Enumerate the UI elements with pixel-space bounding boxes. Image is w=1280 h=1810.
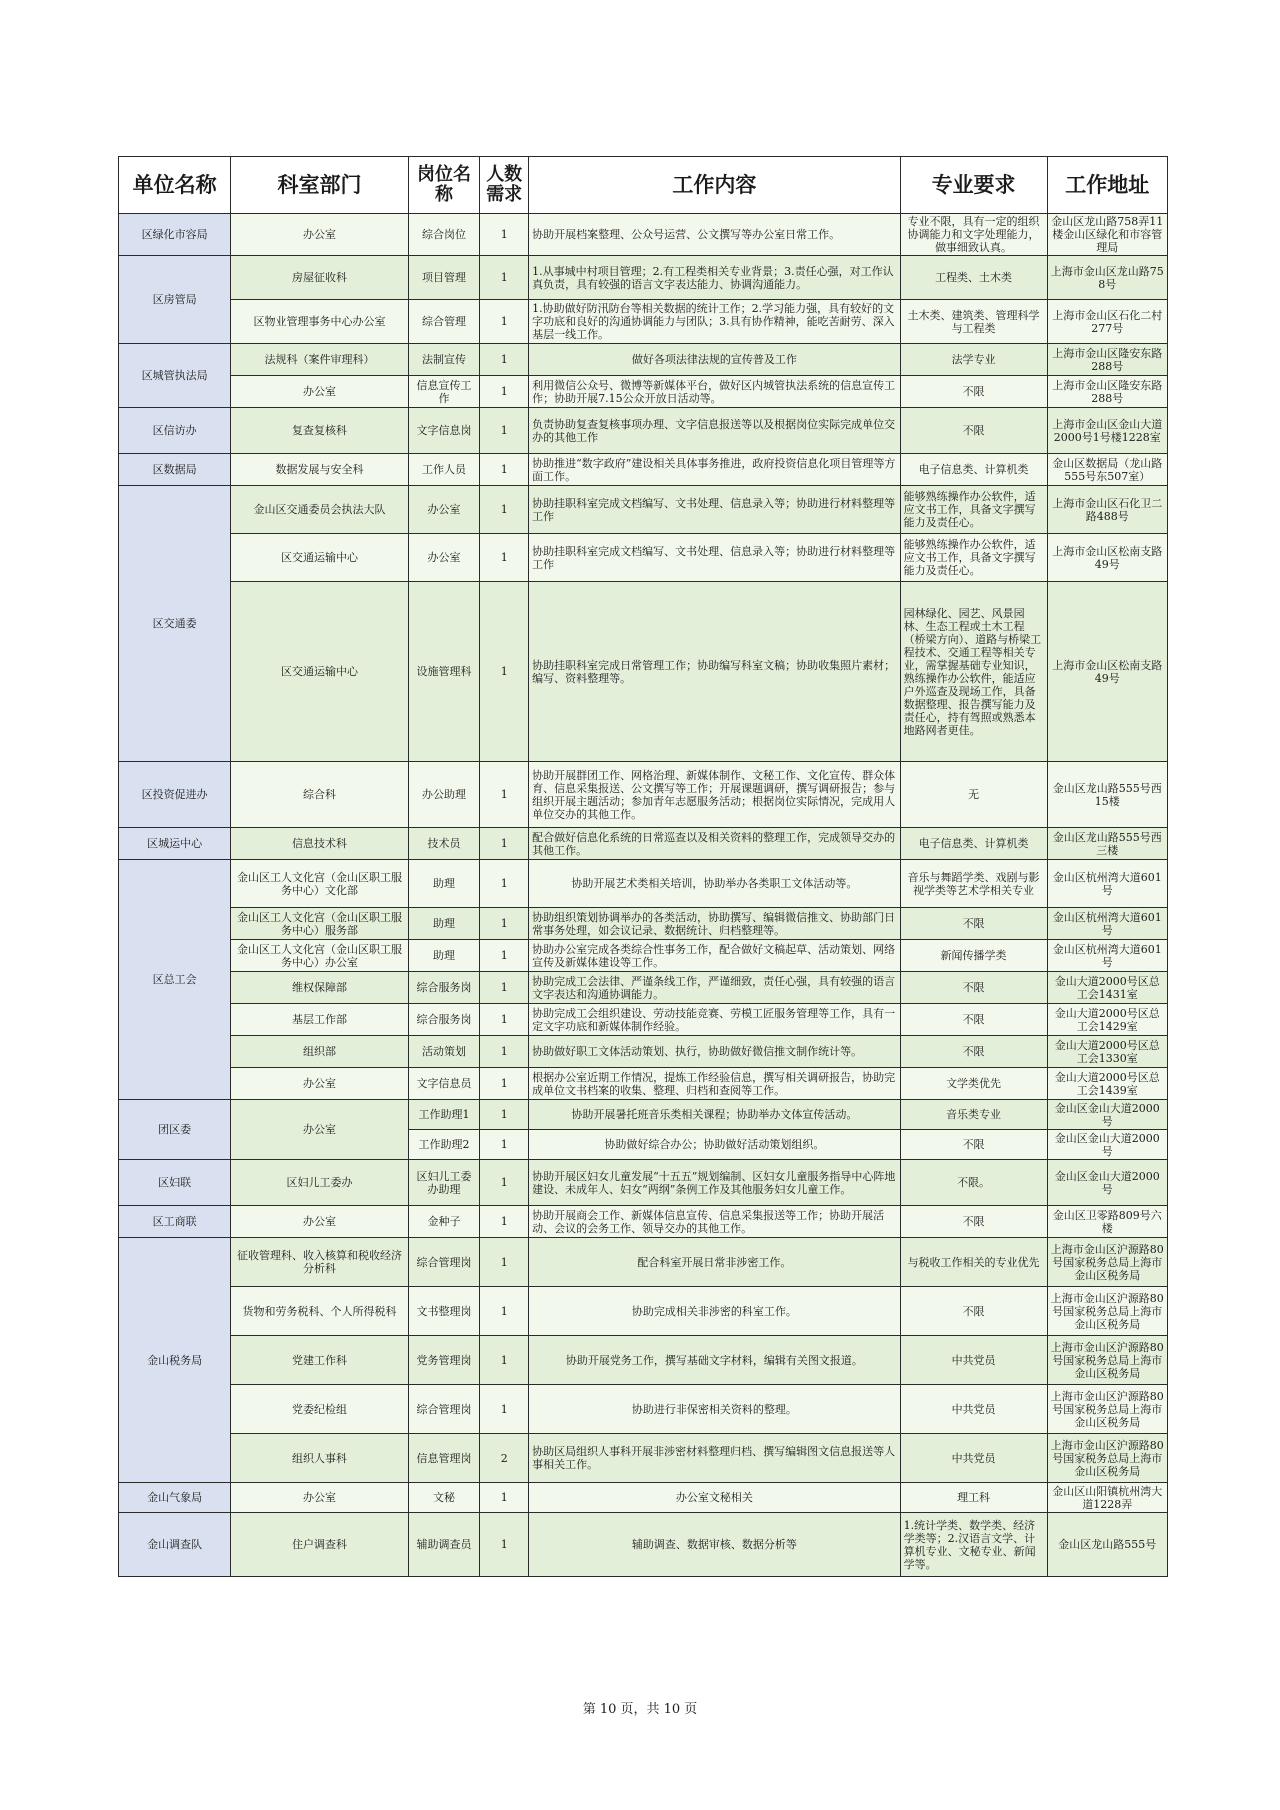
major-req: 文学类优先 xyxy=(900,1068,1047,1100)
dept-name: 办公室 xyxy=(231,214,409,256)
major-req: 理工科 xyxy=(900,1483,1047,1513)
headcount: 1 xyxy=(480,1287,529,1336)
dept-name: 房屋征收科 xyxy=(231,256,409,300)
post-name: 文字信息员 xyxy=(408,1068,479,1100)
table-row xyxy=(119,1100,1168,1130)
headcount: 1 xyxy=(480,1100,529,1130)
dept-name: 办公室 xyxy=(231,1100,409,1160)
dept-name: 办公室 xyxy=(231,1068,409,1100)
work-address: 金山区数据局（龙山路555号东507室） xyxy=(1047,454,1167,486)
work-address: 金山区龙山路758弄11楼金山区绿化和市容管理局 xyxy=(1047,214,1167,256)
table-row xyxy=(119,860,1168,908)
job-content: 协助开展党务工作，撰写基础文字材料，编辑有关图文报道。 xyxy=(529,1336,900,1385)
post-name: 助理 xyxy=(408,940,479,972)
post-name: 金种子 xyxy=(408,1206,479,1238)
major-req: 不限 xyxy=(900,1206,1047,1238)
job-content: 协助进行非保密相关资料的整理。 xyxy=(529,1385,900,1434)
major-req: 不限 xyxy=(900,972,1047,1004)
job-content: 协助办公室完成各类综合性事务工作，配合做好文稿起草、活动策划、网络宣传及新媒体建设等工作。 xyxy=(529,940,900,972)
unit-name: 区数据局 xyxy=(119,454,231,486)
dept-name: 组织人事科 xyxy=(231,1434,409,1483)
major-req: 工程类、土木类 xyxy=(900,256,1047,300)
work-address: 上海市金山区沪源路80号国家税务总局上海市金山区税务局 xyxy=(1047,1434,1167,1483)
unit-name: 区投资促进办 xyxy=(119,762,231,828)
dept-name: 货物和劳务税科、个人所得税科 xyxy=(231,1287,409,1336)
table-row xyxy=(119,486,1168,534)
work-address: 金山区杭州湾大道601号 xyxy=(1047,860,1167,908)
job-content: 协助开展商会工作、新媒体信息宣传、信息采集报送等工作；协助开展活动、会议的会务工作、领导交办的其他工作。 xyxy=(529,1206,900,1238)
work-address: 金山大道2000号区总工会1431室 xyxy=(1047,972,1167,1004)
job-table xyxy=(118,156,1168,1577)
table-row xyxy=(119,1004,1168,1036)
table-row xyxy=(119,408,1168,454)
headcount: 1 xyxy=(480,940,529,972)
unit-name: 区绿化市容局 xyxy=(119,214,231,256)
table-row xyxy=(119,344,1168,376)
unit-name: 区城运中心 xyxy=(119,828,231,860)
job-content: 协助组织策划协调举办的各类活动，协助撰写、编辑微信推文、协助部门日常事务处理，如会议记录、数据统计、归档整理等。 xyxy=(529,908,900,940)
headcount: 1 xyxy=(480,1130,529,1160)
major-req: 不限 xyxy=(900,1004,1047,1036)
unit-name: 金山税务局 xyxy=(119,1238,231,1483)
table-row xyxy=(119,256,1168,300)
table-row xyxy=(119,972,1168,1004)
major-req: 不限 xyxy=(900,1036,1047,1068)
dept-name: 区妇儿工委办 xyxy=(231,1160,409,1206)
post-name: 信息宣传工作 xyxy=(408,376,479,408)
post-name: 工作人员 xyxy=(408,454,479,486)
major-req: 电子信息类、计算机类 xyxy=(900,828,1047,860)
major-req: 园林绿化、园艺、风景园林、生态工程或土木工程（桥梁方向）、道路与桥梁工程技术、交通工程等相关专业，需掌握基础专业知识，熟练操作办公软件，能适应户外巡查及现场工作，具备数据整理、报告撰写能力及责任心，持有驾照或熟悉本地路网者更佳。 xyxy=(900,582,1047,762)
unit-name: 区信访办 xyxy=(119,408,231,454)
header-row xyxy=(119,157,1168,214)
job-content: 做好各项法律法规的宣传普及工作 xyxy=(529,344,900,376)
post-name: 活动策划 xyxy=(408,1036,479,1068)
job-content: 协助开展区妇女儿童发展“十五五”规划编制、区妇女儿童服务指导中心阵地建设、未成年人、妇女“两纲”条例工作及其他服务妇女儿童工作。 xyxy=(529,1160,900,1206)
unit-name: 区妇联 xyxy=(119,1160,231,1206)
post-name: 综合管理岗 xyxy=(408,1385,479,1434)
headcount: 1 xyxy=(480,256,529,300)
job-content: 协助开展暑托班音乐类相关课程；协助举办文体宣传活动。 xyxy=(529,1100,900,1130)
work-address: 上海市金山区沪源路80号国家税务总局上海市金山区税务局 xyxy=(1047,1238,1167,1287)
work-address: 上海市金山区松南支路49号 xyxy=(1047,534,1167,582)
job-content: 配合科室开展日常非涉密工作。 xyxy=(529,1238,900,1287)
job-content: 协助推进“数字政府”建设相关具体事务推进，政府投资信息化项目管理等方面工作。 xyxy=(529,454,900,486)
table-row xyxy=(119,1483,1168,1513)
headcount: 1 xyxy=(480,454,529,486)
job-content: 利用微信公众号、微博等新媒体平台，做好区内城管执法系统的信息宣传工作；协助开展7.15公众开放日活动等。 xyxy=(529,376,900,408)
headcount: 1 xyxy=(480,344,529,376)
work-address: 上海市金山区隆安东路288号 xyxy=(1047,376,1167,408)
job-content: 1.从事城中村项目管理；2.有工程类相关专业背景；3.责任心强，对工作认真负责，具有较强的语言文字表达能力、协调沟通能力。 xyxy=(529,256,900,300)
job-content: 1.协助做好防汛防台等相关数据的统计工作；2.学习能力强，具有较好的文字功底和良好的沟通协调能力与团队；3.具有协作精神，能吃苦耐劳、深入基层一线工作。 xyxy=(529,300,900,344)
work-address: 金山区龙山路555号 xyxy=(1047,1513,1167,1577)
headcount: 1 xyxy=(480,214,529,256)
post-name: 综合管理 xyxy=(408,300,479,344)
post-name: 信息管理岗 xyxy=(408,1434,479,1483)
major-req: 不限 xyxy=(900,408,1047,454)
work-address: 金山大道2000号区总工会1330室 xyxy=(1047,1036,1167,1068)
work-address: 上海市金山区沪源路80号国家税务总局上海市金山区税务局 xyxy=(1047,1287,1167,1336)
dept-name: 复查复核科 xyxy=(231,408,409,454)
header-num: 人数需求 xyxy=(480,157,529,214)
dept-name: 金山区工人文化宫（金山区职工服务中心）服务部 xyxy=(231,908,409,940)
headcount: 1 xyxy=(480,908,529,940)
table-row xyxy=(119,762,1168,828)
table-row xyxy=(119,940,1168,972)
headcount: 1 xyxy=(480,1336,529,1385)
table-row xyxy=(119,1385,1168,1434)
dept-name: 金山区工人文化宫（金山区职工服务中心）办公室 xyxy=(231,940,409,972)
major-req: 1.统计学类、数学类、经济学类等；2.汉语言文学、计算机专业、文秘专业、新闻学等。 xyxy=(900,1513,1047,1577)
post-name: 项目管理 xyxy=(408,256,479,300)
table-row xyxy=(119,908,1168,940)
post-name: 法制宣传 xyxy=(408,344,479,376)
major-req: 不限。 xyxy=(900,1160,1047,1206)
table-row xyxy=(119,828,1168,860)
work-address: 上海市金山区龙山路758号 xyxy=(1047,256,1167,300)
major-req: 能够熟练操作办公软件，适应文书工作，具备文字撰写能力及责任心。 xyxy=(900,486,1047,534)
job-content: 协助做好综合办公；协助做好活动策划组织。 xyxy=(529,1130,900,1160)
work-address: 金山区杭州湾大道601号 xyxy=(1047,940,1167,972)
table-row xyxy=(119,454,1168,486)
headcount: 1 xyxy=(480,1068,529,1100)
work-address: 金山区金山大道2000号 xyxy=(1047,1160,1167,1206)
headcount: 2 xyxy=(480,1434,529,1483)
major-req: 能够熟练操作办公软件，适应文书工作，具备文字撰写能力及责任心。 xyxy=(900,534,1047,582)
major-req: 专业不限，具有一定的组织协调能力和文字处理能力，做事细致认真。 xyxy=(900,214,1047,256)
header-dept: 科室部门 xyxy=(231,157,409,214)
major-req: 中共党员 xyxy=(900,1434,1047,1483)
unit-name: 区房管局 xyxy=(119,256,231,344)
work-address: 上海市金山区金山大道2000号1号楼1228室 xyxy=(1047,408,1167,454)
major-req: 中共党员 xyxy=(900,1336,1047,1385)
header-addr: 工作地址 xyxy=(1047,157,1167,214)
dept-name: 征收管理科、收入核算和税收经济分析科 xyxy=(231,1238,409,1287)
headcount: 1 xyxy=(480,376,529,408)
headcount: 1 xyxy=(480,762,529,828)
job-content: 协助完成相关非涉密的科室工作。 xyxy=(529,1287,900,1336)
work-address: 金山大道2000号区总工会1429室 xyxy=(1047,1004,1167,1036)
post-name: 文书整理岗 xyxy=(408,1287,479,1336)
dept-name: 金山区交通委员会执法大队 xyxy=(231,486,409,534)
dept-name: 住户调查科 xyxy=(231,1513,409,1577)
dept-name: 办公室 xyxy=(231,1206,409,1238)
post-name: 综合管理岗 xyxy=(408,1238,479,1287)
post-name: 工作助理1 xyxy=(408,1100,479,1130)
page-number: 第 10 页，共 10 页 xyxy=(582,1702,698,1717)
post-name: 办公室 xyxy=(408,486,479,534)
table-row xyxy=(119,300,1168,344)
table-row xyxy=(119,1160,1168,1206)
headcount: 1 xyxy=(480,828,529,860)
post-name: 技术员 xyxy=(408,828,479,860)
table-row xyxy=(119,582,1168,762)
table-row xyxy=(119,1206,1168,1238)
major-req: 中共党员 xyxy=(900,1385,1047,1434)
major-req: 音乐类专业 xyxy=(900,1100,1047,1130)
post-name: 综合服务岗 xyxy=(408,1004,479,1036)
work-address: 金山区金山大道2000号 xyxy=(1047,1130,1167,1160)
headcount: 1 xyxy=(480,1513,529,1577)
job-content: 根据办公室近期工作情况，提炼工作经验信息，撰写相关调研报告，协助完成单位文书档案的收集、整理、归档和查阅等工作。 xyxy=(529,1068,900,1100)
major-req: 法学专业 xyxy=(900,344,1047,376)
job-content: 辅助调查、数据审核、数据分析等 xyxy=(529,1513,900,1577)
headcount: 1 xyxy=(480,1238,529,1287)
table-row xyxy=(119,1238,1168,1287)
job-content: 协助区局组织人事科开展非涉密材料整理归档、撰写编辑图文信息报送等人事相关工作。 xyxy=(529,1434,900,1483)
major-req: 新闻传播学类 xyxy=(900,940,1047,972)
work-address: 金山区龙山路555号西三楼 xyxy=(1047,828,1167,860)
job-content: 协助开展群团工作、网格治理、新媒体制作、文秘工作、文化宣传、群众体育、信息采集报送、公文撰写等工作；开展课题调研，撰写调研报告；参与组织开展主题活动；参加青年志愿服务活动；根据岗位实际情况，完成用人单位交办的其他工作。 xyxy=(529,762,900,828)
post-name: 辅助调查员 xyxy=(408,1513,479,1577)
unit-name: 区工商联 xyxy=(119,1206,231,1238)
work-address: 金山区龙山路555号西15楼 xyxy=(1047,762,1167,828)
post-name: 助理 xyxy=(408,860,479,908)
dept-name: 办公室 xyxy=(231,376,409,408)
headcount: 1 xyxy=(480,582,529,762)
work-address: 金山区山阳镇杭州湾大道1228弄 xyxy=(1047,1483,1167,1513)
headcount: 1 xyxy=(480,1483,529,1513)
job-content: 协助挂职科室完成日常管理工作；协助编写科室文稿；协助收集照片素材；编写、资料整理等。 xyxy=(529,582,900,762)
job-content: 协助挂职科室完成文档编写、文书处理、信息录入等；协助进行材料整理等工作 xyxy=(529,486,900,534)
work-address: 上海市金山区石化二村277号 xyxy=(1047,300,1167,344)
table-row xyxy=(119,534,1168,582)
work-address: 金山区杭州湾大道601号 xyxy=(1047,908,1167,940)
dept-name: 综合科 xyxy=(231,762,409,828)
dept-name: 基层工作部 xyxy=(231,1004,409,1036)
job-content: 协助开展档案整理、公众号运营、公文撰写等办公室日常工作。 xyxy=(529,214,900,256)
headcount: 1 xyxy=(480,1385,529,1434)
work-address: 金山大道2000号区总工会1439室 xyxy=(1047,1068,1167,1100)
dept-name: 区交通运输中心 xyxy=(231,582,409,762)
major-req: 不限 xyxy=(900,1287,1047,1336)
major-req: 不限 xyxy=(900,908,1047,940)
headcount: 1 xyxy=(480,300,529,344)
headcount: 1 xyxy=(480,1206,529,1238)
post-name: 文字信息岗 xyxy=(408,408,479,454)
job-content: 配合做好信息化系统的日常巡查以及相关资料的整理工作，完成领导交办的其他工作。 xyxy=(529,828,900,860)
major-req: 与税收工作相关的专业优先 xyxy=(900,1238,1047,1287)
table-row xyxy=(119,1434,1168,1483)
job-content: 办公室文秘相关 xyxy=(529,1483,900,1513)
post-name: 工作助理2 xyxy=(408,1130,479,1160)
major-req: 不限 xyxy=(900,1130,1047,1160)
dept-name: 法规科（案件审理科） xyxy=(231,344,409,376)
unit-name: 团区委 xyxy=(119,1100,231,1160)
dept-name: 党建工作科 xyxy=(231,1336,409,1385)
dept-name: 组织部 xyxy=(231,1036,409,1068)
table-row xyxy=(119,1336,1168,1385)
header-major: 专业要求 xyxy=(900,157,1047,214)
headcount: 1 xyxy=(480,1160,529,1206)
table-row xyxy=(119,1036,1168,1068)
job-content: 协助完成工会法律、严谨条线工作，严谨细致，责任心强，具有较强的语言文字表达和沟通协调能力。 xyxy=(529,972,900,1004)
header-unit: 单位名称 xyxy=(119,157,231,214)
job-content: 负责协助复查复核事项办理、文字信息报送等以及根据岗位实际完成单位交办的其他工作 xyxy=(529,408,900,454)
work-address: 上海市金山区松南支路49号 xyxy=(1047,582,1167,762)
table-row xyxy=(119,214,1168,256)
headcount: 1 xyxy=(480,972,529,1004)
header-post: 岗位名称 xyxy=(408,157,479,214)
work-address: 上海市金山区沪源路80号国家税务总局上海市金山区税务局 xyxy=(1047,1385,1167,1434)
job-content: 协助挂职科室完成文档编写、文书处理、信息录入等；协助进行材料整理等工作 xyxy=(529,534,900,582)
table-row xyxy=(119,1068,1168,1100)
dept-name: 金山区工人文化宫（金山区职工服务中心）文化部 xyxy=(231,860,409,908)
post-name: 综合服务岗 xyxy=(408,972,479,1004)
work-address: 金山区卫零路809号六楼 xyxy=(1047,1206,1167,1238)
headcount: 1 xyxy=(480,860,529,908)
dept-name: 区物业管理事务中心办公室 xyxy=(231,300,409,344)
post-name: 助理 xyxy=(408,908,479,940)
post-name: 文秘 xyxy=(408,1483,479,1513)
job-content: 协助完成工会组织建设、劳动技能竞赛、劳模工匠服务管理等工作，具有一定文字功底和新媒体制作经验。 xyxy=(529,1004,900,1036)
table-row xyxy=(119,1287,1168,1336)
headcount: 1 xyxy=(480,408,529,454)
headcount: 1 xyxy=(480,486,529,534)
post-name: 区妇儿工委办助理 xyxy=(408,1160,479,1206)
dept-name: 维权保障部 xyxy=(231,972,409,1004)
job-content: 协助开展艺术类相关培训，协助举办各类职工文体活动等。 xyxy=(529,860,900,908)
dept-name: 党委纪检组 xyxy=(231,1385,409,1434)
post-name: 办公室 xyxy=(408,534,479,582)
post-name: 办公助理 xyxy=(408,762,479,828)
post-name: 党务管理岗 xyxy=(408,1336,479,1385)
dept-name: 信息技术科 xyxy=(231,828,409,860)
major-req: 电子信息类、计算机类 xyxy=(900,454,1047,486)
dept-name: 办公室 xyxy=(231,1483,409,1513)
unit-name: 区总工会 xyxy=(119,860,231,1100)
work-address: 上海市金山区沪源路80号国家税务总局上海市金山区税务局 xyxy=(1047,1336,1167,1385)
major-req: 土木类、建筑类、管理科学与工程类 xyxy=(900,300,1047,344)
header-content: 工作内容 xyxy=(529,157,900,214)
major-req: 不限 xyxy=(900,376,1047,408)
work-address: 上海市金山区石化卫二路488号 xyxy=(1047,486,1167,534)
table-row xyxy=(119,376,1168,408)
unit-name: 金山气象局 xyxy=(119,1483,231,1513)
headcount: 1 xyxy=(480,1004,529,1036)
unit-name: 区交通委 xyxy=(119,486,231,762)
post-name: 设施管理科 xyxy=(408,582,479,762)
headcount: 1 xyxy=(480,534,529,582)
unit-name: 金山调查队 xyxy=(119,1513,231,1577)
major-req: 无 xyxy=(900,762,1047,828)
unit-name: 区城管执法局 xyxy=(119,344,231,408)
job-content: 协助做好职工文体活动策划、执行，协助做好微信推文制作统计等。 xyxy=(529,1036,900,1068)
work-address: 上海市金山区隆安东路288号 xyxy=(1047,344,1167,376)
headcount: 1 xyxy=(480,1036,529,1068)
work-address: 金山区金山大道2000号 xyxy=(1047,1100,1167,1130)
table-row xyxy=(119,1513,1168,1577)
dept-name: 数据发展与安全科 xyxy=(231,454,409,486)
post-name: 综合岗位 xyxy=(408,214,479,256)
dept-name: 区交通运输中心 xyxy=(231,534,409,582)
major-req: 音乐与舞蹈学类、戏剧与影视学类等艺术学相关专业 xyxy=(900,860,1047,908)
